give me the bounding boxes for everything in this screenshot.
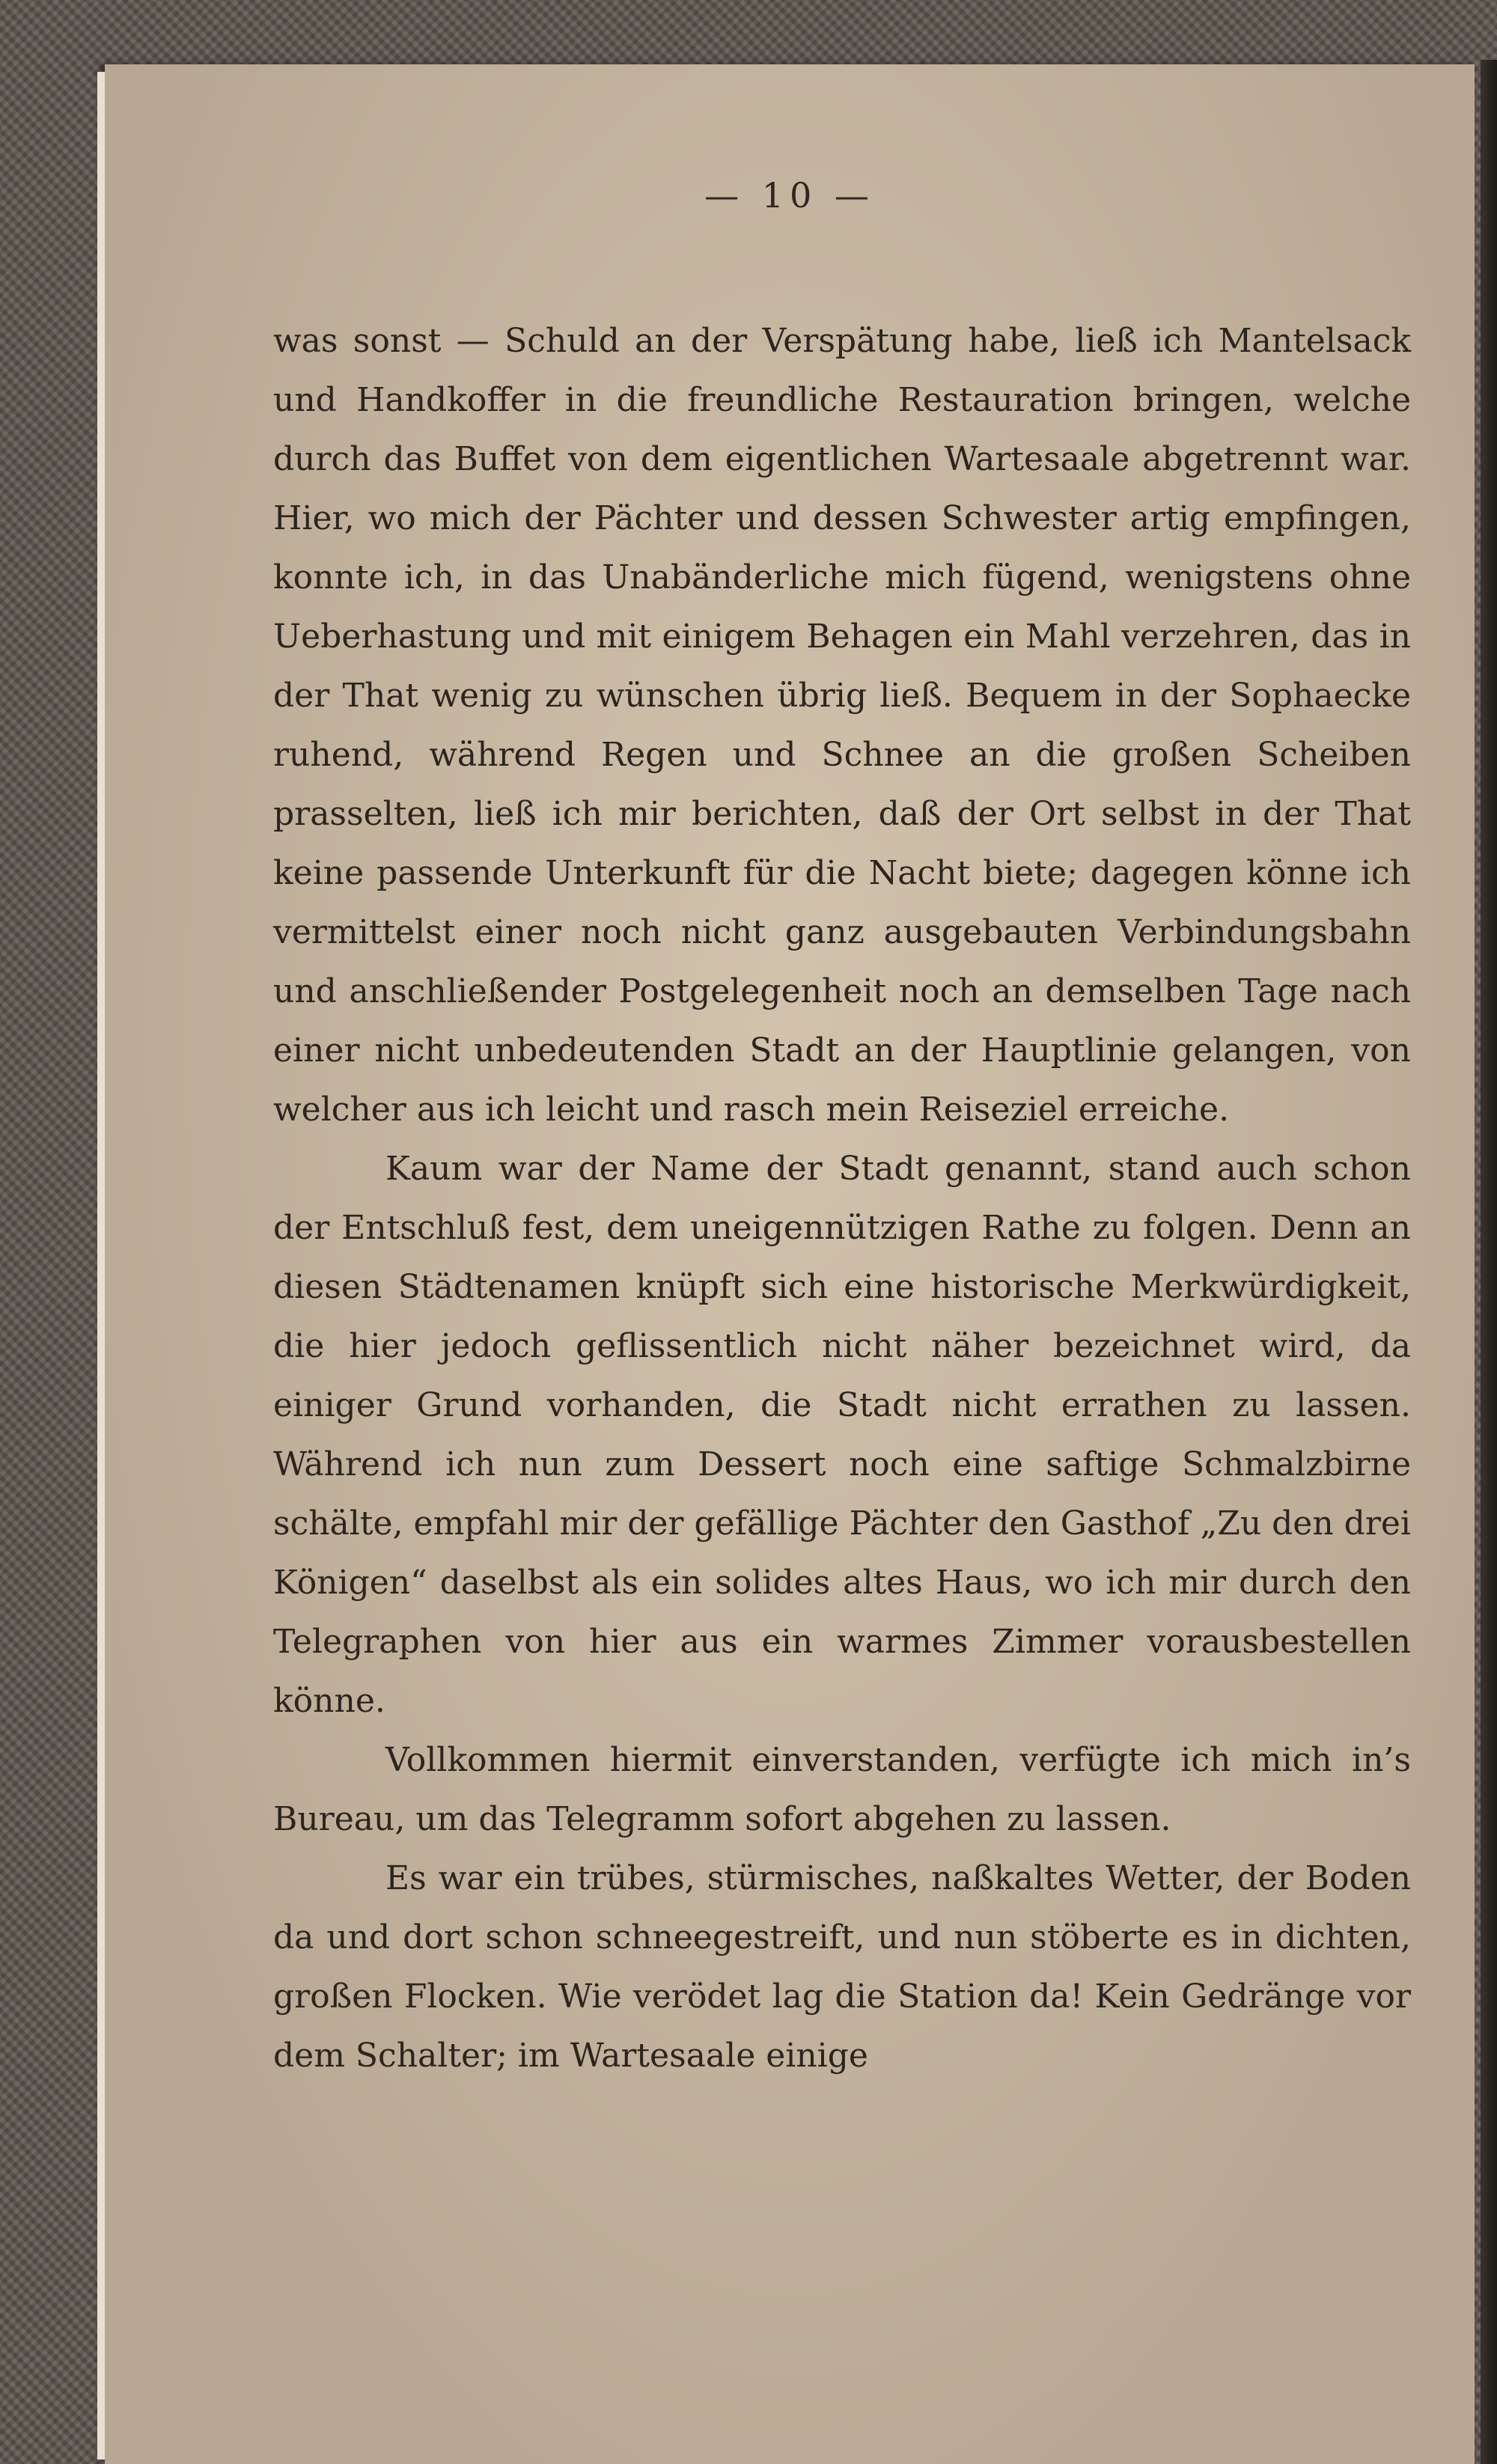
paragraph-1: was sonst — Schuld an der Verspätung habe, ließ ich Mantelsack und Handkoffer in die freundliche Restauration bringen, welche durch das Buffet von dem eigentlichen Wartesaale abgetrennt war. Hier, wo mich der Pächter und dessen Schwester artig empfingen, konnte ich, in das Unabänderliche mich fügend, wenigstens ohne Ueberhastung und mit einigem Behagen ein Mahl verzehren, das in der That wenig zu wünschen übrig ließ. Bequem in der Sophaecke ruhend, während Regen und Schnee an die großen Scheiben prasselten, ließ ich mir berichten, daß der Ort selbst in der That keine passende Unterkunft für die Nacht biete; dagegen könne ich vermittelst einer noch nicht ganz ausgebauten Verbindungsbahn und anschließender Postgelegenheit noch an demselben Tage nach einer nicht unbedeutenden Stadt an der Hauptlinie gelangen, von welcher aus ich leicht und rasch mein Reiseziel erreiche.: [273, 322, 1411, 1129]
page-number: — 10 —: [704, 175, 875, 216]
paragraph-4: Es war ein trübes, stürmisches, naßkaltes Wetter, der Boden da und dort schon schneegestreift, und nun stöberte es in dichten, großen Flocken. Wie verödet lag die Station da! Kein Gedränge vor dem Schalter; im Wartesaale einige: [273, 1859, 1411, 2075]
book-edge: [1481, 60, 1497, 2464]
page-body-text: [273, 311, 1411, 2085]
paragraph-2: Kaum war der Name der Stadt genannt, stand auch schon der Entschluß fest, dem uneigennützigen Rathe zu folgen. Denn an diesen Städtenamen knüpft sich eine historische Merkwürdigkeit, die hier jedoch geflissentlich nicht näher bezeichnet wird, da einiger Grund vorhanden, die Stadt nicht errathen zu lassen. Während ich nun zum Dessert noch eine saftige Schmalzbirne schälte, empfahl mir der gefällige Pächter den Gasthof „Zu den drei Königen“ daselbst als ein solides altes Haus, wo ich mir durch den Telegraphen von hier aus ein warmes Zimmer vorausbestellen könne.: [273, 1150, 1411, 1720]
paragraph-3: Vollkommen hiermit einverstanden, verfügte ich mich in’s Bureau, um das Telegramm sofort abgehen zu lassen.: [273, 1741, 1411, 1838]
book-page: [105, 64, 1475, 2464]
